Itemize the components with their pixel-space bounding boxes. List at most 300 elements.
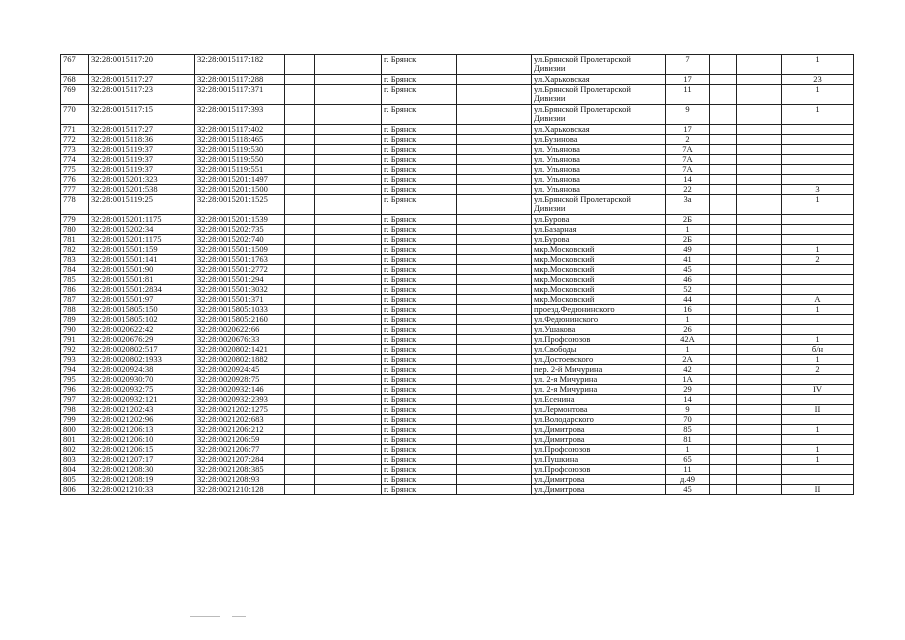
empty-cell: [315, 315, 382, 325]
empty-cell: [737, 135, 782, 145]
table-row: [61, 395, 854, 405]
city-cell: г. Брянск: [382, 365, 457, 375]
scan-mark: [232, 616, 246, 617]
house-number-cell: 17: [666, 75, 710, 85]
note-cell: [782, 435, 854, 445]
parcel-cadastral-number: 32:28:0015202:34: [89, 225, 195, 235]
building-cadastral-number: 32:28:0020802:1882: [195, 355, 285, 365]
note-cell: [782, 415, 854, 425]
empty-cell: [285, 155, 315, 165]
note-cell: [782, 465, 854, 475]
house-number-cell: 22: [666, 185, 710, 195]
row-number: 803: [61, 455, 89, 465]
house-number-cell: 45: [666, 485, 710, 495]
parcel-cadastral-number: 32:28:0015201:1175: [89, 235, 195, 245]
building-cadastral-number: 32:28:0015805:2160: [195, 315, 285, 325]
row-number: 797: [61, 395, 89, 405]
note-cell: 1: [782, 335, 854, 345]
house-number-cell: 1: [666, 315, 710, 325]
row-number: 804: [61, 465, 89, 475]
empty-cell: [737, 275, 782, 285]
house-number-cell: 7А: [666, 165, 710, 175]
parcel-cadastral-number: 32:28:0015119:37: [89, 165, 195, 175]
city-cell: г. Брянск: [382, 235, 457, 245]
empty-cell: [457, 165, 532, 175]
empty-cell: [285, 195, 315, 215]
empty-cell: [315, 55, 382, 75]
note-cell: 2: [782, 255, 854, 265]
building-cadastral-number: 32:28:0021206:212: [195, 425, 285, 435]
empty-cell: [710, 445, 737, 455]
empty-cell: [710, 485, 737, 495]
empty-cell: [315, 135, 382, 145]
empty-cell: [457, 285, 532, 295]
row-number: 795: [61, 375, 89, 385]
note-cell: [782, 215, 854, 225]
table-row: [61, 255, 854, 265]
row-number: 778: [61, 195, 89, 215]
city-cell: г. Брянск: [382, 165, 457, 175]
house-number-cell: 49: [666, 245, 710, 255]
building-cadastral-number: 32:28:0021207:284: [195, 455, 285, 465]
parcel-cadastral-number: 32:28:0015805:102: [89, 315, 195, 325]
empty-cell: [457, 105, 532, 125]
row-number: 791: [61, 335, 89, 345]
street-cell: ул.Профсоюзов: [532, 445, 666, 455]
empty-cell: [285, 335, 315, 345]
empty-cell: [457, 345, 532, 355]
empty-cell: [457, 305, 532, 315]
building-cadastral-number: 32:28:0015201:1500: [195, 185, 285, 195]
empty-cell: [285, 75, 315, 85]
row-number: 771: [61, 125, 89, 135]
empty-cell: [315, 225, 382, 235]
empty-cell: [457, 425, 532, 435]
empty-cell: [710, 365, 737, 375]
building-cadastral-number: 32:28:0021206:59: [195, 435, 285, 445]
parcel-cadastral-number: 32:28:0015501:90: [89, 265, 195, 275]
note-cell: 1: [782, 455, 854, 465]
parcel-cadastral-number: 32:28:0021206:10: [89, 435, 195, 445]
city-cell: г. Брянск: [382, 475, 457, 485]
empty-cell: [457, 295, 532, 305]
empty-cell: [710, 165, 737, 175]
empty-cell: [457, 225, 532, 235]
street-cell: ул.Брянской Пролетарской Дивизии: [532, 85, 666, 105]
building-cadastral-number: 32:28:0020622:66: [195, 325, 285, 335]
empty-cell: [457, 385, 532, 395]
table-row: [61, 385, 854, 395]
table-row: [61, 75, 854, 85]
street-cell: ул.Федюнинского: [532, 315, 666, 325]
city-cell: г. Брянск: [382, 345, 457, 355]
street-cell: проезд.Федюнинского: [532, 305, 666, 315]
note-cell: [782, 325, 854, 335]
city-cell: г. Брянск: [382, 275, 457, 285]
street-cell: ул. Ульянова: [532, 185, 666, 195]
note-cell: [782, 475, 854, 485]
empty-cell: [457, 475, 532, 485]
empty-cell: [315, 455, 382, 465]
empty-cell: [710, 85, 737, 105]
city-cell: г. Брянск: [382, 195, 457, 215]
empty-cell: [315, 425, 382, 435]
house-number-cell: 1: [666, 445, 710, 455]
row-number: 772: [61, 135, 89, 145]
empty-cell: [737, 375, 782, 385]
empty-cell: [457, 155, 532, 165]
city-cell: г. Брянск: [382, 465, 457, 475]
empty-cell: [285, 245, 315, 255]
note-cell: [782, 395, 854, 405]
empty-cell: [737, 75, 782, 85]
building-cadastral-number: 32:28:0015202:740: [195, 235, 285, 245]
house-number-cell: 29: [666, 385, 710, 395]
empty-cell: [457, 355, 532, 365]
row-number: 805: [61, 475, 89, 485]
row-number: 790: [61, 325, 89, 335]
street-cell: ул.Брянской Пролетарской Дивизии: [532, 55, 666, 75]
note-cell: II: [782, 485, 854, 495]
empty-cell: [710, 435, 737, 445]
empty-cell: [457, 145, 532, 155]
empty-cell: [737, 295, 782, 305]
note-cell: [782, 175, 854, 185]
building-cadastral-number: 32:28:0021206:77: [195, 445, 285, 455]
note-cell: 1: [782, 245, 854, 255]
table-row: [61, 145, 854, 155]
house-number-cell: 1: [666, 225, 710, 235]
note-cell: [782, 225, 854, 235]
empty-cell: [457, 85, 532, 105]
table-row: [61, 125, 854, 135]
city-cell: г. Брянск: [382, 375, 457, 385]
building-cadastral-number: 32:28:0020928:75: [195, 375, 285, 385]
table-row: [61, 55, 854, 75]
house-number-cell: 70: [666, 415, 710, 425]
empty-cell: [710, 145, 737, 155]
table-row: [61, 285, 854, 295]
table-row: [61, 435, 854, 445]
empty-cell: [710, 385, 737, 395]
table-row: [61, 375, 854, 385]
empty-cell: [710, 345, 737, 355]
empty-cell: [457, 245, 532, 255]
note-cell: 1: [782, 445, 854, 455]
empty-cell: [315, 385, 382, 395]
empty-cell: [285, 235, 315, 245]
note-cell: [782, 235, 854, 245]
parcel-cadastral-number: 32:28:0015117:23: [89, 85, 195, 105]
row-number: 773: [61, 145, 89, 155]
house-number-cell: 3а: [666, 195, 710, 215]
empty-cell: [457, 75, 532, 85]
empty-cell: [710, 375, 737, 385]
row-number: 783: [61, 255, 89, 265]
building-cadastral-number: 32:28:0015501:2772: [195, 265, 285, 275]
table-row: [61, 415, 854, 425]
parcel-cadastral-number: 32:28:0021207:17: [89, 455, 195, 465]
empty-cell: [737, 185, 782, 195]
empty-cell: [737, 125, 782, 135]
empty-cell: [737, 105, 782, 125]
table-row: [61, 455, 854, 465]
street-cell: ул.Пушкина: [532, 455, 666, 465]
building-cadastral-number: 32:28:0015119:551: [195, 165, 285, 175]
empty-cell: [457, 215, 532, 225]
house-number-cell: 14: [666, 175, 710, 185]
note-cell: [782, 275, 854, 285]
parcel-cadastral-number: 32:28:0021208:19: [89, 475, 195, 485]
empty-cell: [457, 325, 532, 335]
empty-cell: [710, 295, 737, 305]
building-cadastral-number: 32:28:0015117:288: [195, 75, 285, 85]
table-row: [61, 225, 854, 235]
empty-cell: [710, 315, 737, 325]
empty-cell: [737, 195, 782, 215]
city-cell: г. Брянск: [382, 445, 457, 455]
empty-cell: [315, 345, 382, 355]
building-cadastral-number: 32:28:0015501:1509: [195, 245, 285, 255]
empty-cell: [710, 235, 737, 245]
city-cell: г. Брянск: [382, 435, 457, 445]
row-number: 798: [61, 405, 89, 415]
city-cell: г. Брянск: [382, 125, 457, 135]
empty-cell: [285, 175, 315, 185]
street-cell: ул.Харьковская: [532, 75, 666, 85]
empty-cell: [315, 235, 382, 245]
building-cadastral-number: 32:28:0021208:93: [195, 475, 285, 485]
table-row: [61, 465, 854, 475]
empty-cell: [315, 475, 382, 485]
city-cell: г. Брянск: [382, 225, 457, 235]
empty-cell: [457, 445, 532, 455]
building-cadastral-number: 32:28:0015501:294: [195, 275, 285, 285]
street-cell: ул. 2-я Мичурина: [532, 385, 666, 395]
empty-cell: [737, 335, 782, 345]
empty-cell: [710, 335, 737, 345]
parcel-cadastral-number: 32:28:0020622:42: [89, 325, 195, 335]
note-cell: 1: [782, 85, 854, 105]
parcel-cadastral-number: 32:28:0021206:15: [89, 445, 195, 455]
empty-cell: [737, 285, 782, 295]
empty-cell: [315, 465, 382, 475]
empty-cell: [315, 435, 382, 445]
empty-cell: [285, 425, 315, 435]
empty-cell: [710, 55, 737, 75]
street-cell: ул.Есенина: [532, 395, 666, 405]
empty-cell: [285, 415, 315, 425]
street-cell: ул.Брянской Пролетарской Дивизии: [532, 105, 666, 125]
empty-cell: [737, 455, 782, 465]
house-number-cell: 42: [666, 365, 710, 375]
empty-cell: [737, 245, 782, 255]
parcel-cadastral-number: 32:28:0021202:96: [89, 415, 195, 425]
parcel-cadastral-number: 32:28:0015501:97: [89, 295, 195, 305]
empty-cell: [285, 345, 315, 355]
table-row: [61, 345, 854, 355]
empty-cell: [285, 315, 315, 325]
empty-cell: [457, 485, 532, 495]
empty-cell: [315, 145, 382, 155]
empty-cell: [315, 395, 382, 405]
table-row: [61, 235, 854, 245]
table-row: [61, 295, 854, 305]
row-number: 776: [61, 175, 89, 185]
parcel-cadastral-number: 32:28:0015117:27: [89, 75, 195, 85]
building-cadastral-number: 32:28:0015201:1497: [195, 175, 285, 185]
empty-cell: [315, 415, 382, 425]
house-number-cell: 1А: [666, 375, 710, 385]
note-cell: А: [782, 295, 854, 305]
city-cell: г. Брянск: [382, 175, 457, 185]
street-cell: ул.Бурова: [532, 235, 666, 245]
street-cell: ул.Достоевского: [532, 355, 666, 365]
house-number-cell: 52: [666, 285, 710, 295]
house-number-cell: 9: [666, 105, 710, 125]
empty-cell: [285, 105, 315, 125]
house-number-cell: 2А: [666, 355, 710, 365]
empty-cell: [737, 445, 782, 455]
empty-cell: [737, 395, 782, 405]
empty-cell: [737, 485, 782, 495]
empty-cell: [315, 195, 382, 215]
empty-cell: [710, 195, 737, 215]
row-number: 799: [61, 415, 89, 425]
empty-cell: [710, 105, 737, 125]
row-number: 788: [61, 305, 89, 315]
parcel-cadastral-number: 32:28:0015118:36: [89, 135, 195, 145]
table-row: [61, 305, 854, 315]
row-number: 768: [61, 75, 89, 85]
street-cell: ул.Димитрова: [532, 425, 666, 435]
row-number: 779: [61, 215, 89, 225]
street-cell: ул.Брянской Пролетарской Дивизии: [532, 195, 666, 215]
city-cell: г. Брянск: [382, 285, 457, 295]
note-cell: 1: [782, 195, 854, 215]
street-cell: пер. 2-й Мичурина: [532, 365, 666, 375]
street-cell: мкр.Московский: [532, 255, 666, 265]
parcel-cadastral-number: 32:28:0020932:75: [89, 385, 195, 395]
empty-cell: [710, 175, 737, 185]
empty-cell: [710, 225, 737, 235]
table-row: [61, 195, 854, 215]
empty-cell: [457, 185, 532, 195]
empty-cell: [285, 465, 315, 475]
empty-cell: [285, 165, 315, 175]
empty-cell: [315, 485, 382, 495]
note-cell: 1: [782, 55, 854, 75]
row-number: 796: [61, 385, 89, 395]
empty-cell: [737, 215, 782, 225]
empty-cell: [737, 405, 782, 415]
empty-cell: [315, 245, 382, 255]
note-cell: 1: [782, 425, 854, 435]
empty-cell: [315, 445, 382, 455]
house-number-cell: 65: [666, 455, 710, 465]
empty-cell: [285, 455, 315, 465]
empty-cell: [285, 145, 315, 155]
empty-cell: [285, 55, 315, 75]
note-cell: 1: [782, 105, 854, 125]
empty-cell: [285, 255, 315, 265]
empty-cell: [285, 265, 315, 275]
empty-cell: [710, 415, 737, 425]
empty-cell: [737, 425, 782, 435]
parcel-cadastral-number: 32:28:0015501:141: [89, 255, 195, 265]
street-cell: ул. 2-я Мичурина: [532, 375, 666, 385]
empty-cell: [285, 305, 315, 315]
note-cell: [782, 135, 854, 145]
empty-cell: [710, 475, 737, 485]
parcel-cadastral-number: 32:28:0015119:37: [89, 145, 195, 155]
empty-cell: [285, 295, 315, 305]
street-cell: ул.Лермонтова: [532, 405, 666, 415]
parcel-cadastral-number: 32:28:0015117:27: [89, 125, 195, 135]
building-cadastral-number: 32:28:0021208:385: [195, 465, 285, 475]
note-cell: [782, 375, 854, 385]
house-number-cell: 2Б: [666, 215, 710, 225]
empty-cell: [315, 305, 382, 315]
parcel-cadastral-number: 32:28:0021208:30: [89, 465, 195, 475]
house-number-cell: 7: [666, 55, 710, 75]
row-number: 769: [61, 85, 89, 105]
row-number: 774: [61, 155, 89, 165]
table-row: [61, 325, 854, 335]
note-cell: 23: [782, 75, 854, 85]
row-number: 789: [61, 315, 89, 325]
empty-cell: [457, 395, 532, 405]
street-cell: ул.Ушакова: [532, 325, 666, 335]
empty-cell: [710, 275, 737, 285]
table-row: [61, 185, 854, 195]
table-row: [61, 275, 854, 285]
empty-cell: [315, 165, 382, 175]
empty-cell: [710, 215, 737, 225]
building-cadastral-number: 32:28:0015201:1525: [195, 195, 285, 215]
row-number: 786: [61, 285, 89, 295]
street-cell: мкр.Московский: [532, 275, 666, 285]
empty-cell: [737, 175, 782, 185]
empty-cell: [285, 395, 315, 405]
city-cell: г. Брянск: [382, 145, 457, 155]
empty-cell: [285, 385, 315, 395]
street-cell: ул.Профсоюзов: [532, 335, 666, 345]
empty-cell: [285, 475, 315, 485]
city-cell: г. Брянск: [382, 85, 457, 105]
parcel-cadastral-number: 32:28:0015805:150: [89, 305, 195, 315]
note-cell: 1: [782, 355, 854, 365]
empty-cell: [710, 265, 737, 275]
city-cell: г. Брянск: [382, 425, 457, 435]
empty-cell: [457, 315, 532, 325]
city-cell: г. Брянск: [382, 75, 457, 85]
table-row: [61, 245, 854, 255]
empty-cell: [737, 415, 782, 425]
street-cell: ул.Профсоюзов: [532, 465, 666, 475]
building-cadastral-number: 32:28:0020802:1421: [195, 345, 285, 355]
parcel-cadastral-number: 32:28:0015117:20: [89, 55, 195, 75]
house-number-cell: 44: [666, 295, 710, 305]
parcel-cadastral-number: 32:28:0020930:70: [89, 375, 195, 385]
empty-cell: [737, 165, 782, 175]
city-cell: г. Брянск: [382, 325, 457, 335]
building-cadastral-number: 32:28:0020924:45: [195, 365, 285, 375]
city-cell: г. Брянск: [382, 485, 457, 495]
house-number-cell: 26: [666, 325, 710, 335]
row-number: 787: [61, 295, 89, 305]
row-number: 806: [61, 485, 89, 495]
